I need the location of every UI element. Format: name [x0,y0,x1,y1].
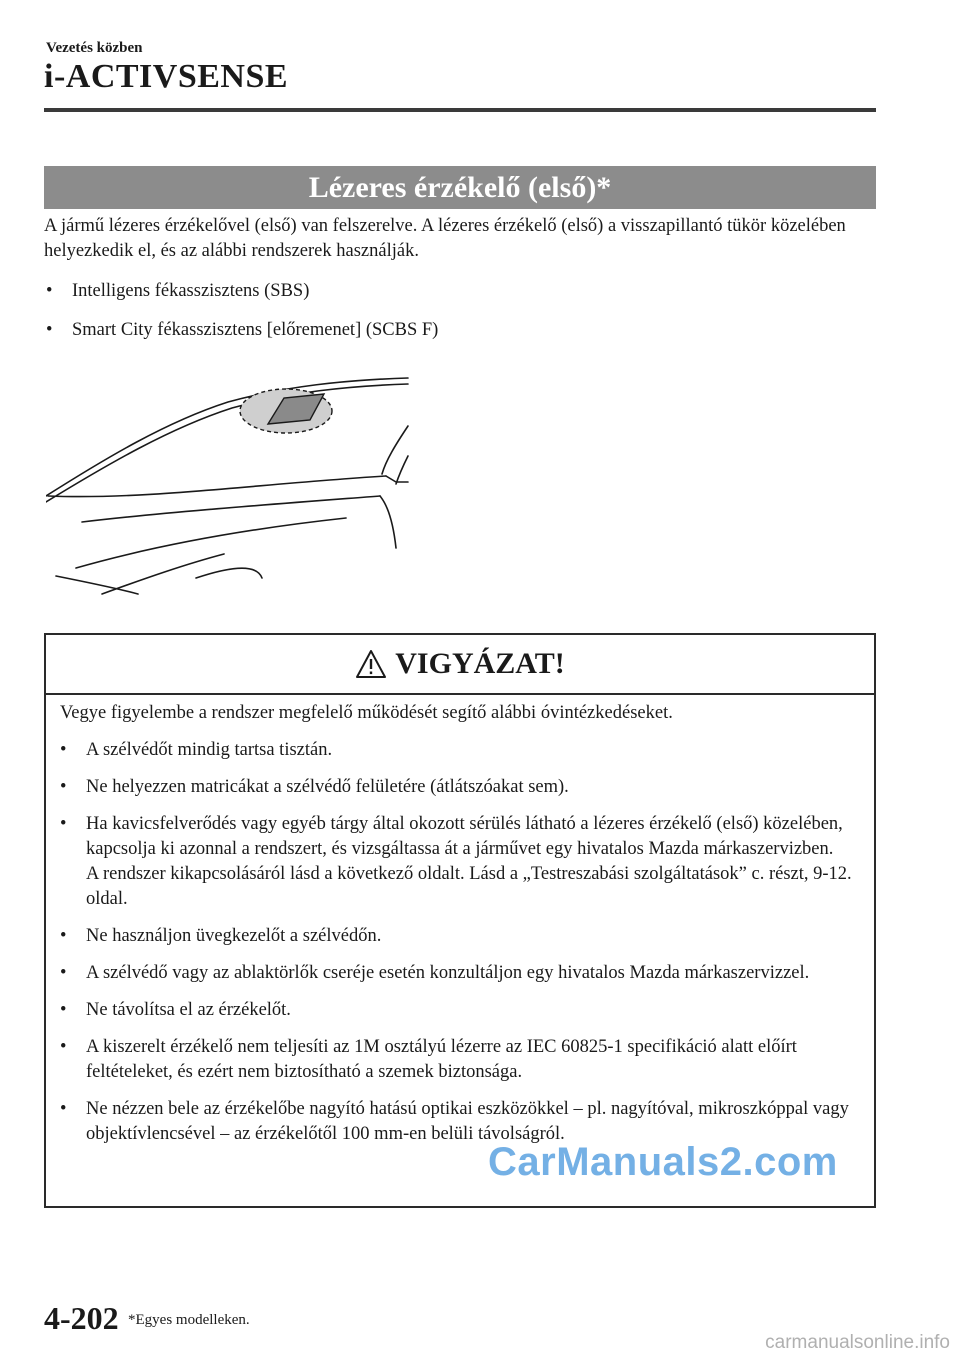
section-label: Vezetés közben [46,40,143,56]
warning-title: VIGYÁZAT! [395,647,565,680]
windshield-laser-sensor-illustration [46,372,412,597]
intro-paragraph: A jármű lézeres érzékelővel (első) van felszerelve. A lézeres érzékelő (első) a visszapillantó tükör közelében helyezkedik el, és az alábbi rendszerek használják. [44,216,846,261]
watermark-carmanualsonline: carmanualsonline.info [765,1332,950,1353]
list-item [60,775,860,800]
warning-intro: Vegye figyelembe a rendszer megfelelő működését segítő alábbi óvintézkedéseket. [60,703,673,723]
list-item: • Smart City fékasszisztens [előremenet] (SCBS F) [44,318,876,343]
list-item [60,924,860,949]
item-text: Ne távolítsa el az érzékelőt. [86,1000,291,1020]
system-list [44,279,876,357]
item-text: A szélvédőt mindig tartsa tisztán. [86,740,333,760]
topic-banner: Lézeres érzékelő (első)* [44,166,876,209]
warning-body [46,695,874,1147]
item-text: Ne használjon üvegkezelőt a szélvédőn. [86,926,382,946]
list-item: • Intelligens fékasszisztens (SBS) [44,279,876,304]
item-text: Ne helyezzen matricákat a szélvédő felületére (átlátszóakat sem). [86,777,569,797]
item-text: A szélvédő vagy az ablaktörlők cseréje esetén konzultáljon egy hivatalos Mazda márkaszervizzel. [86,963,810,983]
footnote: *Egyes modelleken. [128,1312,250,1328]
list-item [60,812,860,912]
warning-list [60,738,860,1147]
page-number: 4-202 [44,1300,119,1336]
watermark-carmanuals2: CarManuals2.com [488,1140,838,1184]
list-item [60,998,860,1023]
item-note: A rendszer kikapcsolásáról lásd a következő oldalt. Lásd a „Testreszabási szolgáltatások” c. részt, 9-12. oldal. [86,864,852,909]
list-item [60,1035,860,1085]
title-rule [44,108,876,112]
warning-header [46,635,874,695]
list-item [60,961,860,986]
item-text: Ne nézzen bele az érzékelőbe nagyító hatású optikai eszközökkel – pl. nagyítóval, mikroszkóppal vagy objektívlencsével – az érzékelőtől 100 mm-en belüli távolságról. [86,1099,849,1144]
item-text: Ha kavicsfelverődés vagy egyéb tárgy által okozott sérülés látható a lézeres érzékelő (első) közelében, kapcsolja ki azonnal a rendszert, és vizsgáltassa át a járművet egy hivatalos Mazda márkaszervizben. [86,814,843,859]
item-text: A kiszerelt érzékelő nem teljesíti az 1M osztályú lézerre az IEC 60825-1 specifikáció alatt előírt feltételeket, és ezért nem biztosítható a szemek biztonsága. [86,1037,797,1082]
warning-triangle-icon [355,649,387,679]
list-item [60,738,860,763]
warning-box [44,633,876,1208]
section-title: i-ACTIVSENSE [44,58,289,95]
